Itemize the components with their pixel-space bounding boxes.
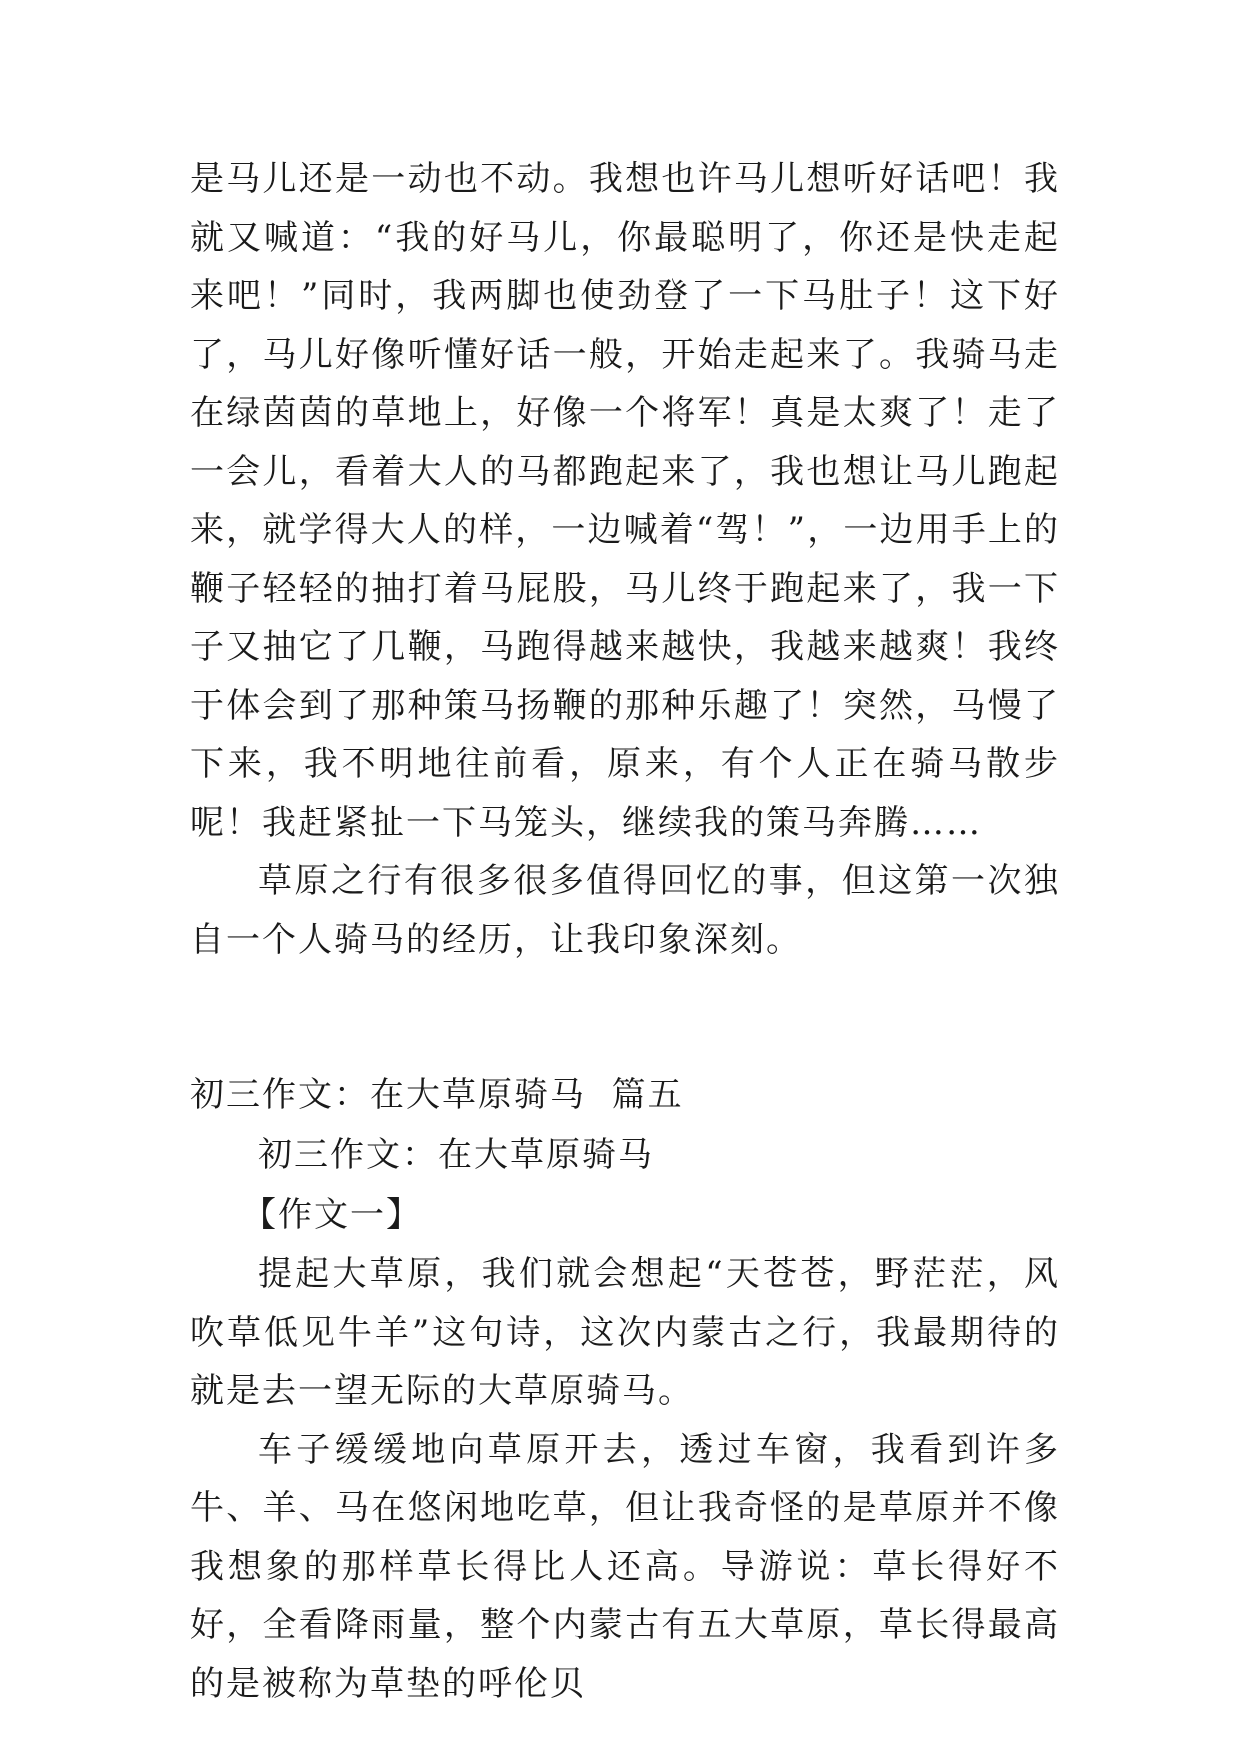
section-title: 初三作文：在大草原骑马 篇五 — [190, 1075, 684, 1115]
section-spacer — [190, 969, 1060, 1065]
document-body — [190, 150, 1060, 1713]
body-paragraph: 车子缓缓地向草原开去，透过车窗，我看到许多牛、羊、马在悠闲地吃草，但让我奇怪的是草原并不像我想象的那样草长得比人还高。导游说：草长得好不好，全看降雨量，整个内蒙古有五大草原，草长得最高的是被称为草垫的呼伦贝 — [190, 1429, 1060, 1704]
closing-paragraph: 草原之行有很多很多值得回忆的事，但这第一次独自一个人骑马的经历，让我印象深刻。 — [190, 861, 1060, 960]
essay-title: 初三作文：在大草原骑马 — [258, 1135, 654, 1175]
continuation-paragraph: 是马儿还是一动也不动。我想也许马儿想听好话吧！我就又喊道：“我的好马儿，你最聪明了，你还是快走起来吧！”同时，我两脚也使劲登了一下马肚子！这下好了，马儿好像听懂好话一般，开始走起来了。我骑马走在绿茵茵的草地上，好像一个将军！真是太爽了！走了一会儿，看着大人的马都跑起来了，我也想让马儿跑起来，就学得大人的样，一边喊着“驾！”，一边用手上的鞭子轻轻的抽打着马屁股，马儿终于跑起来了，我一下子又抽它了几鞭，马跑得越来越快，我越来越爽！我终于体会到了那种策马扬鞭的那种乐趣了！突然，马慢了下来，我不明地往前看，原来，有个人正在骑马散步呢！我赶紧扯一下马笼头，继续我的策马奔腾…… — [190, 159, 1060, 843]
body-paragraph: 提起大草原，我们就会想起“天苍苍，野茫茫，风吹草低见牛羊”这句诗，这次内蒙古之行，我最期待的就是去一望无际的大草原骑马。 — [190, 1254, 1060, 1411]
essay-label: 【作文一】 — [242, 1195, 422, 1235]
